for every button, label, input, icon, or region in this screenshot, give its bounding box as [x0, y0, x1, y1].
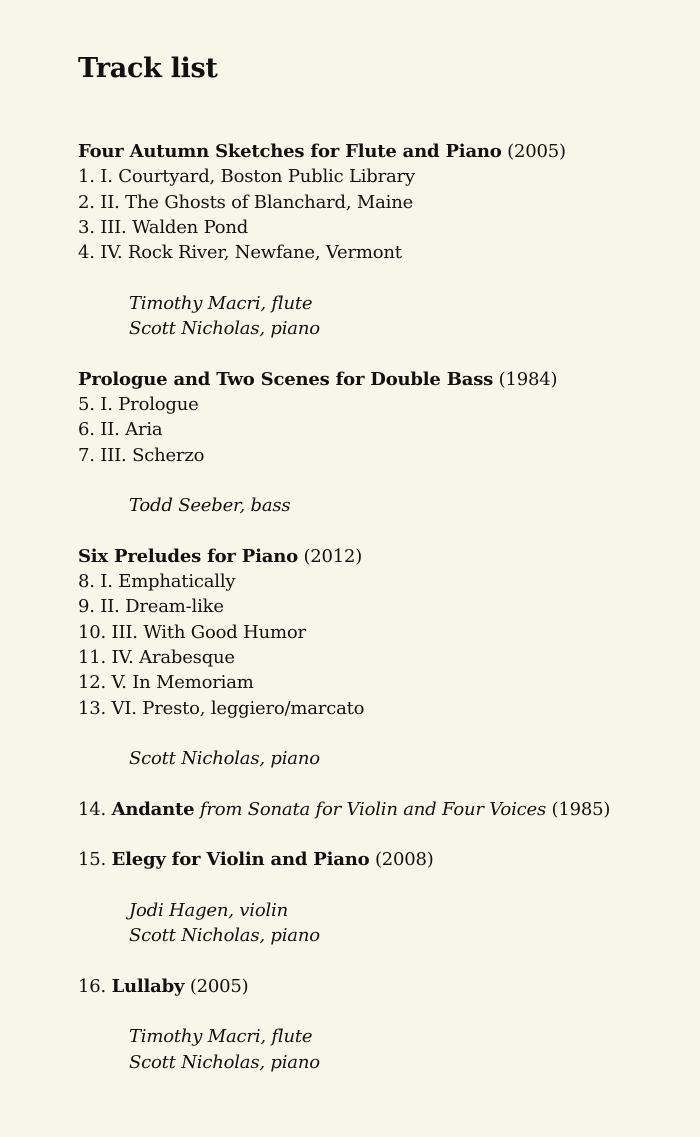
track-title: Lullaby	[111, 975, 185, 997]
track-item: 5. I. Prologue	[78, 393, 199, 415]
track-item: 1. I. Courtyard, Boston Public Library	[78, 166, 415, 188]
performer: Timothy Macri, flute	[129, 292, 313, 314]
track-item: 13. VI. Presto, leggiero/marcato	[78, 697, 365, 719]
performer: Timothy Macri, flute	[129, 1026, 313, 1048]
track-item: 11. IV. Arabesque	[78, 646, 235, 668]
track-item: 8. I. Emphatically	[78, 571, 236, 593]
work-heading	[78, 367, 678, 392]
work-title: Six Preludes for Piano	[78, 545, 298, 567]
single-track	[78, 974, 678, 999]
track-item: 7. III. Scherzo	[78, 444, 205, 466]
performer: Jodi Hagen, violin	[129, 899, 288, 921]
track-number: 15.	[78, 849, 107, 871]
performer: Todd Seeber, bass	[129, 495, 291, 517]
performer: Scott Nicholas, piano	[129, 1051, 320, 1073]
track-source: from Sonata for Violin and Four Voices	[199, 798, 547, 820]
work-heading	[78, 544, 678, 569]
work-heading	[78, 139, 678, 164]
track-list	[78, 139, 678, 1075]
work-title: Four Autumn Sketches for Flute and Piano	[78, 141, 502, 162]
performer: Scott Nicholas, piano	[129, 925, 320, 947]
track-item: 4. IV. Rock River, Newfane, Vermont	[78, 242, 402, 264]
track-item: 3. III. Walden Pond	[78, 216, 249, 238]
page-title: Track list	[78, 53, 218, 84]
single-track	[78, 847, 678, 872]
work-year: (2012)	[303, 545, 363, 567]
track-year: (1985)	[551, 798, 611, 820]
track-item: 12. V. In Memoriam	[78, 672, 254, 694]
track-number: 16.	[78, 975, 107, 997]
track-title: Elegy for Violin and Piano	[111, 849, 370, 871]
single-track	[78, 797, 678, 822]
performer: Scott Nicholas, piano	[129, 318, 320, 340]
track-item: 9. II. Dream-like	[78, 596, 224, 618]
work-year: (1984)	[498, 368, 558, 390]
track-title: Andante	[111, 798, 195, 820]
track-item: 6. II. Aria	[78, 419, 163, 441]
track-item: 2. II. The Ghosts of Blanchard, Maine	[78, 191, 414, 213]
track-year: (2008)	[374, 849, 434, 871]
performer: Scott Nicholas, piano	[129, 748, 320, 770]
track-number: 14.	[78, 798, 107, 820]
track-list-page	[78, 48, 678, 1073]
track-year: (2005)	[189, 975, 249, 997]
work-year: (2005)	[507, 141, 566, 162]
track-item: 10. III. With Good Humor	[78, 621, 306, 643]
work-title: Prologue and Two Scenes for Double Bass	[78, 368, 494, 390]
